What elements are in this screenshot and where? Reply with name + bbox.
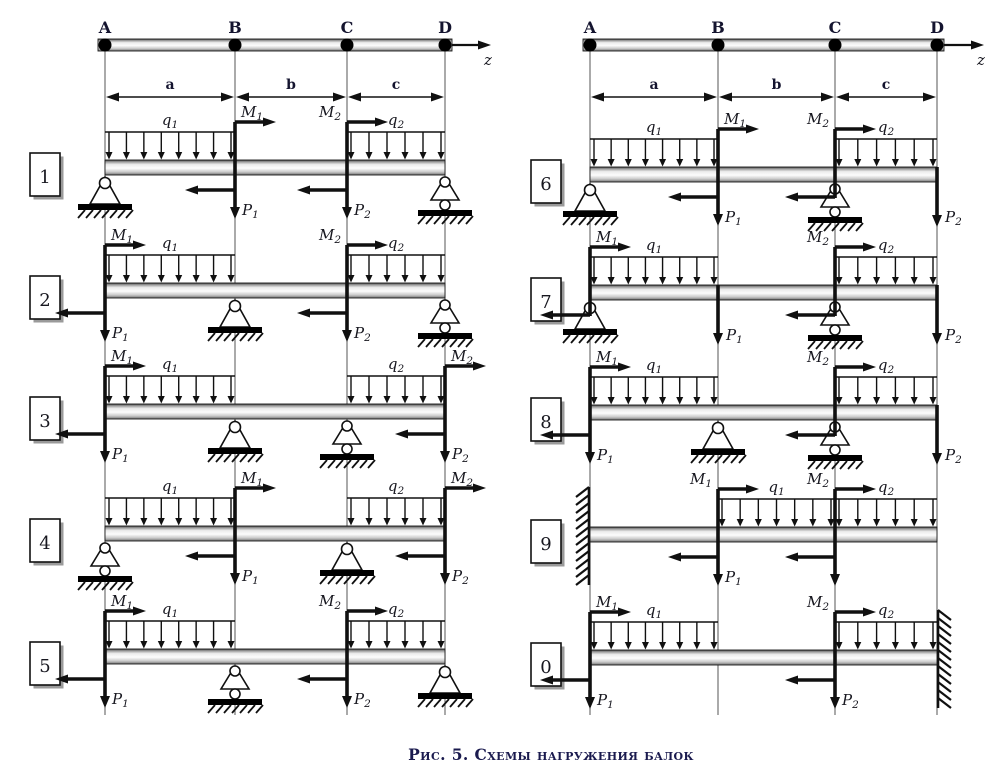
- dist-load-q2: [347, 111, 445, 160]
- label-q2: $q_2$: [877, 356, 895, 376]
- scheme-number-box: [30, 519, 64, 566]
- label-P2: $P_2$: [842, 691, 859, 711]
- scheme-number-box: [30, 276, 64, 323]
- label-q2: $q_2$: [877, 478, 895, 498]
- label-M1: $M_1$: [596, 593, 619, 613]
- label-M2: $M_2$: [451, 469, 474, 489]
- label-q2: $q_2$: [877, 601, 895, 621]
- label-A: A: [98, 18, 112, 37]
- label-M1: $M_1$: [724, 110, 747, 130]
- label-A: A: [583, 18, 597, 37]
- point-dot: [229, 39, 242, 52]
- label-B: B: [228, 18, 242, 37]
- scheme-number: 3: [39, 411, 51, 432]
- label-P1: $P_1$: [242, 567, 259, 587]
- dist-load-q2: [347, 477, 445, 526]
- label-M1: $M_1$: [596, 228, 619, 248]
- force-P2: [932, 167, 962, 228]
- scheme-number-box: [531, 160, 565, 207]
- label-P1: $P_1$: [112, 690, 129, 710]
- dist-load-q2: [835, 356, 937, 405]
- label-P2: $P_2$: [354, 324, 371, 344]
- label-M2: $M_2$: [318, 103, 341, 123]
- label-M1: $M_1$: [241, 469, 264, 489]
- dist-load-q1: [590, 118, 718, 167]
- label-P2: $P_2$: [452, 567, 469, 587]
- beam: [590, 285, 937, 300]
- label-M2: $M_2$: [806, 228, 829, 248]
- label-M2: $M_2$: [318, 592, 341, 612]
- label-P1: $P_1$: [112, 445, 129, 465]
- label-c: c: [881, 77, 891, 93]
- label-M2: $M_2$: [806, 348, 829, 368]
- dist-load-q1: [105, 111, 235, 160]
- label-q1: $q_1$: [768, 478, 785, 498]
- scheme-number: 8: [540, 412, 552, 433]
- label-M1: $M_1$: [596, 348, 619, 368]
- dist-load-q2: [835, 236, 937, 285]
- beam: [105, 160, 445, 175]
- point-dot: [712, 39, 725, 52]
- label-M1: $M_1$: [111, 226, 134, 246]
- dist-load-q2: [835, 601, 937, 650]
- wall-fixed-support: [576, 487, 589, 585]
- force-P2: [932, 285, 962, 346]
- label-M1: $M_1$: [111, 592, 134, 612]
- scheme-3: [30, 347, 486, 468]
- scheme-number: 7: [540, 292, 552, 313]
- label-P2: $P_2$: [452, 445, 469, 465]
- scheme-number: 1: [39, 167, 51, 188]
- dist-load-q2: [347, 234, 445, 283]
- beam: [590, 405, 937, 420]
- label-q2: $q_2$: [387, 600, 405, 620]
- beam: [583, 39, 944, 51]
- scheme-number-box: [30, 397, 64, 444]
- label-P1: $P_1$: [242, 201, 259, 221]
- label-P1: $P_1$: [597, 691, 614, 711]
- label-P2: $P_2$: [945, 446, 962, 466]
- label-b: b: [286, 77, 296, 93]
- label-M2: $M_2$: [806, 470, 829, 490]
- label-q1: $q_1$: [645, 356, 663, 376]
- scheme-number-box: [531, 520, 565, 567]
- beam: [590, 167, 937, 182]
- label-P1: $P_1$: [597, 446, 614, 466]
- figure-caption: Рис. 5. Схемы нагружения балок: [408, 745, 694, 764]
- dist-load-q1: [105, 477, 235, 526]
- axis-header: [583, 18, 985, 715]
- scheme-1: [30, 103, 473, 224]
- scheme-6: [531, 110, 962, 231]
- point-dot: [931, 39, 944, 52]
- beam: [590, 527, 937, 542]
- dist-load-q2: [347, 355, 445, 404]
- label-q2: $q_2$: [877, 118, 895, 138]
- label-q1: $q_1$: [161, 600, 179, 620]
- label-z: z: [977, 51, 985, 69]
- axis-header: [98, 18, 492, 715]
- beam: [105, 404, 445, 419]
- label-C: C: [828, 18, 842, 37]
- scheme-number: 6: [540, 174, 552, 195]
- label-q2: $q_2$: [387, 355, 405, 375]
- label-q1: $q_1$: [161, 111, 179, 131]
- scheme-number-box: [30, 153, 64, 200]
- dist-load-q2: [835, 478, 937, 527]
- label-M2: $M_2$: [318, 226, 341, 246]
- label-b: b: [771, 77, 782, 93]
- label-M1: $M_1$: [111, 347, 134, 367]
- label-z: z: [484, 51, 492, 69]
- label-P2: $P_2$: [945, 208, 962, 228]
- label-q2: $q_2$: [387, 111, 405, 131]
- label-q2: $q_2$: [387, 477, 405, 497]
- label-B: B: [711, 18, 725, 37]
- point-dot: [99, 39, 112, 52]
- point-dot: [584, 39, 597, 52]
- label-a: a: [165, 77, 175, 93]
- beam: [590, 650, 937, 665]
- point-dot: [439, 39, 452, 52]
- label-q1: $q_1$: [161, 234, 179, 254]
- label-q2: $q_2$: [387, 234, 405, 254]
- scheme-number: 0: [540, 657, 552, 678]
- label-M1: $M_1$: [241, 103, 264, 123]
- beam: [105, 649, 445, 664]
- label-P1: $P_1$: [725, 568, 742, 588]
- scheme-4: [30, 469, 486, 590]
- beam: [98, 39, 452, 51]
- label-q1: $q_1$: [645, 236, 663, 256]
- label-P2: $P_2$: [354, 201, 371, 221]
- scheme-7: [531, 228, 962, 349]
- scheme-5: [30, 592, 473, 713]
- point-dot: [341, 39, 354, 52]
- scheme-number: 4: [39, 533, 51, 554]
- label-P2: $P_2$: [945, 326, 962, 346]
- dist-load-q2: [835, 118, 937, 167]
- label-C: C: [340, 18, 354, 37]
- label-q2: $q_2$: [877, 236, 895, 256]
- force-P2: [932, 405, 962, 466]
- label-a: a: [649, 77, 659, 93]
- label-M2: $M_2$: [806, 593, 829, 613]
- label-q1: $q_1$: [645, 601, 663, 621]
- label-P2: $P_2$: [354, 690, 371, 710]
- scheme-number: 5: [39, 656, 51, 677]
- scheme-2: [30, 226, 473, 347]
- label-c: c: [391, 77, 401, 93]
- wall-fixed-support: [938, 610, 951, 708]
- label-q1: $q_1$: [161, 477, 179, 497]
- beam: [105, 283, 445, 298]
- label-D: D: [438, 18, 452, 37]
- label-M2: $M_2$: [451, 347, 474, 367]
- scheme-0: [531, 593, 951, 711]
- scheme-number: 2: [39, 290, 51, 311]
- label-q1: $q_1$: [645, 118, 663, 138]
- dist-load-q2: [347, 600, 445, 649]
- label-D: D: [930, 18, 944, 37]
- point-dot: [829, 39, 842, 52]
- scheme-9: [531, 470, 937, 588]
- label-P1: $P_1$: [112, 324, 129, 344]
- label-M2: $M_2$: [806, 110, 829, 130]
- scheme-8: [531, 348, 962, 469]
- label-P1: $P_1$: [725, 208, 742, 228]
- label-P1: $P_1$: [726, 326, 743, 346]
- beam: [105, 526, 445, 541]
- scheme-number-box: [30, 642, 64, 689]
- scheme-number: 9: [540, 534, 552, 555]
- label-q1: $q_1$: [161, 355, 179, 375]
- label-M1: $M_1$: [689, 470, 712, 490]
